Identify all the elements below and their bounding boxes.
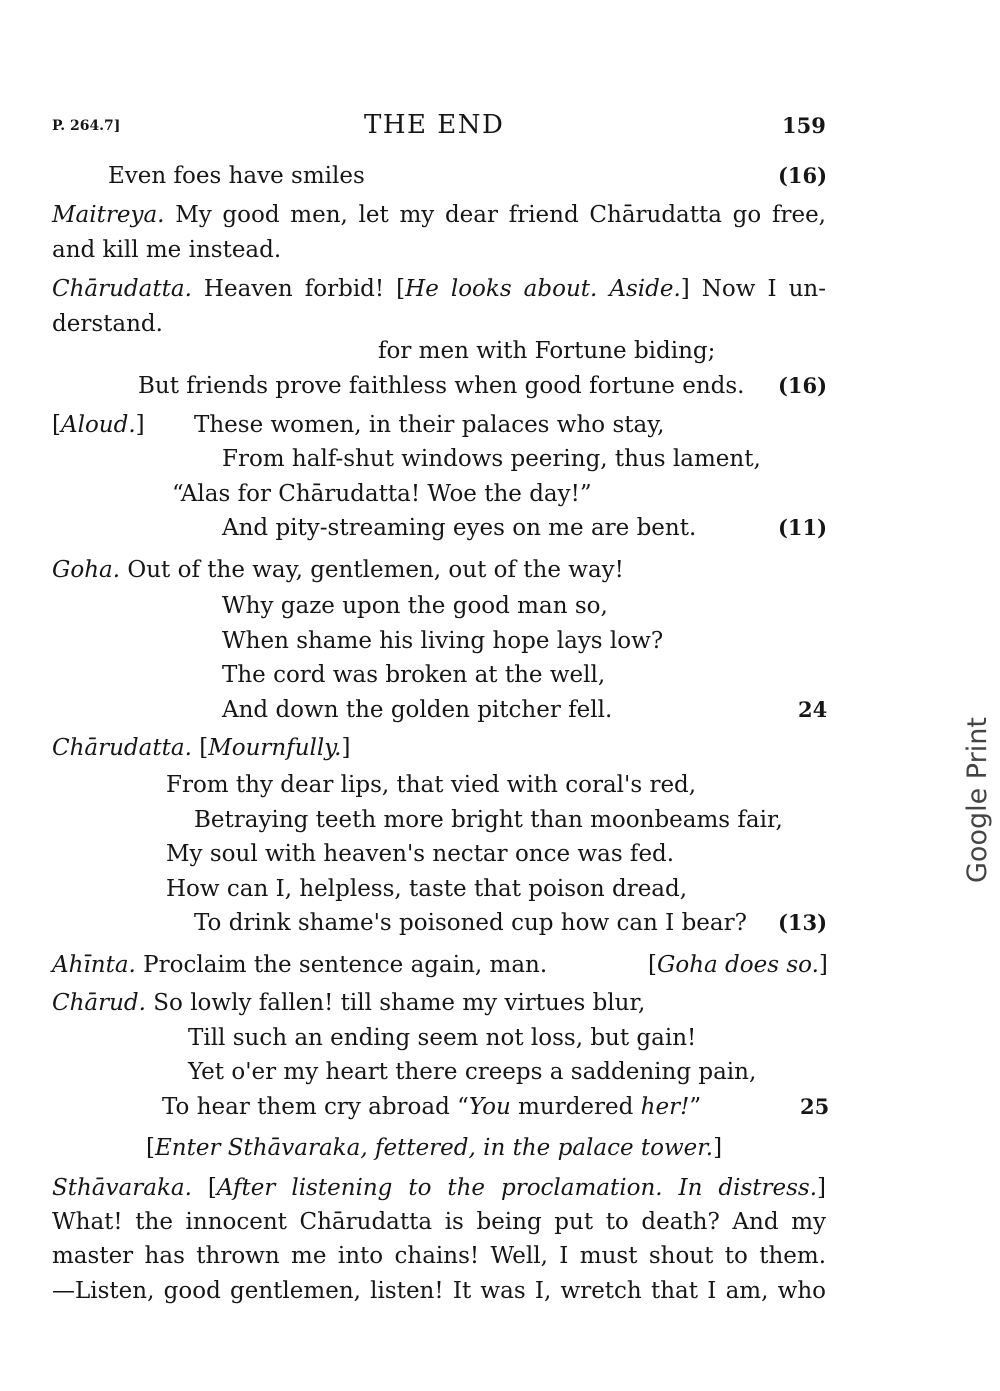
bracket: ]	[713, 1135, 723, 1161]
verse-line: Why gaze upon the good man so,	[222, 593, 608, 619]
prose-line	[52, 200, 826, 230]
verse-line	[162, 1092, 701, 1122]
prose-line	[52, 733, 350, 763]
bracket: [	[52, 412, 61, 438]
verse-line: Betraying teeth more bright than moonbeams fair,	[194, 807, 783, 833]
bracket: ]	[135, 412, 145, 438]
google-print-watermark: Google Print	[962, 717, 993, 883]
speaker-name: Sthāvaraka.	[52, 1175, 192, 1201]
prose-line	[52, 988, 645, 1018]
verse-line: From thy dear lips, that vied with coral's red,	[166, 772, 697, 798]
bracket: ]	[817, 1175, 826, 1201]
verse-line: The cord was broken at the well,	[222, 662, 606, 688]
verse-line: From half-shut windows peering, thus lament,	[222, 446, 761, 472]
speaker-name: Chārud.	[52, 990, 146, 1016]
bracket: ]	[818, 952, 828, 978]
verse-number: (16)	[778, 373, 828, 398]
stage-direction: Mournfully.	[208, 735, 342, 761]
speaker-name: Chārudatta.	[52, 735, 192, 761]
speech-text: ”	[689, 1094, 702, 1120]
stage-direction-line	[52, 410, 145, 440]
speech-text: My good men, let my dear friend Chārudatta go free,	[164, 202, 826, 228]
verse-line: How can I, helpless, taste that poison dread,	[166, 876, 688, 902]
verse-line: And down the golden pitcher fell.	[222, 697, 613, 723]
verse-line: Yet o'er my heart there creeps a saddening pain,	[188, 1059, 757, 1085]
speech-text: To hear them cry abroad “	[162, 1094, 469, 1120]
stage-direction: Enter Sthāvaraka, fettered, in the palace tower.	[154, 1135, 714, 1161]
verse-number: (13)	[778, 910, 828, 935]
bracket: [	[648, 952, 657, 978]
speaker-name: Ahīnta.	[52, 952, 136, 978]
verse-line: When shame his living hope lays low?	[222, 628, 664, 654]
prose-line: master has thrown me into chains! Well, I must shout to them.	[52, 1243, 826, 1269]
speech-text: Out of the way, gentlemen, out of the way!	[120, 557, 624, 583]
verse-line: And pity-streaming eyes on me are bent.	[222, 515, 697, 541]
stage-direction-line	[648, 950, 828, 980]
verse-number: (16)	[778, 163, 828, 188]
emphasis: You	[468, 1094, 511, 1120]
stage-direction-line	[146, 1133, 722, 1163]
bracket: [	[191, 1175, 217, 1201]
prose-line	[52, 555, 624, 585]
prose-line: —Listen, good gentlemen, listen! It was I, wretch that I am, who	[52, 1278, 826, 1304]
prose-line: and kill me instead.	[52, 237, 282, 263]
page-reference: P. 264.7]	[52, 118, 121, 134]
speech-text: Heaven forbid! [	[191, 276, 406, 302]
stage-direction: Goha does so.	[656, 952, 819, 978]
verse-line: These women, in their palaces who stay,	[194, 412, 665, 438]
page-number: 159	[782, 113, 826, 138]
verse-number: 25	[800, 1094, 830, 1119]
verse-line: Till such an ending seem not loss, but gain!	[188, 1025, 697, 1051]
prose-line	[52, 950, 547, 980]
speaker-name: Goha.	[52, 557, 121, 583]
verse-line: for men with Fortune biding;	[378, 338, 716, 364]
verse-number: (11)	[778, 515, 828, 540]
verse-line: “Alas for Chārudatta! Woe the day!”	[172, 481, 592, 507]
speech-text: murdered	[510, 1094, 641, 1120]
speech-text: Proclaim the sentence again, man.	[135, 952, 548, 978]
verse-line: But friends prove faithless when good fortune ends.	[138, 373, 745, 399]
prose-line	[52, 1173, 826, 1203]
speech-text: ] Now I un-	[680, 276, 826, 302]
bracket: ]	[341, 735, 351, 761]
prose-line: What! the innocent Chārudatta is being put to death? And my	[52, 1209, 826, 1235]
stage-direction: After listening to the proclamation. In distress.	[216, 1175, 818, 1201]
verse-number: 24	[798, 697, 828, 722]
verse-line: To drink shame's poisoned cup how can I bear?	[194, 910, 747, 936]
speech-text: So lowly fallen! till shame my virtues blur,	[145, 990, 646, 1016]
bracket: [	[191, 735, 209, 761]
speaker-name: Chārudatta.	[52, 276, 192, 302]
stage-direction: He looks about. Aside.	[405, 276, 681, 302]
emphasis: her!	[640, 1094, 690, 1120]
running-title: THE END	[364, 110, 505, 140]
prose-line: derstand.	[52, 311, 163, 337]
prose-line	[52, 274, 826, 304]
verse-line: My soul with heaven's nectar once was fed.	[166, 841, 675, 867]
verse-line: Even foes have smiles	[108, 163, 365, 189]
bracket: [	[146, 1135, 155, 1161]
stage-direction: Aloud.	[60, 412, 136, 438]
speaker-name: Maitreya.	[52, 202, 165, 228]
